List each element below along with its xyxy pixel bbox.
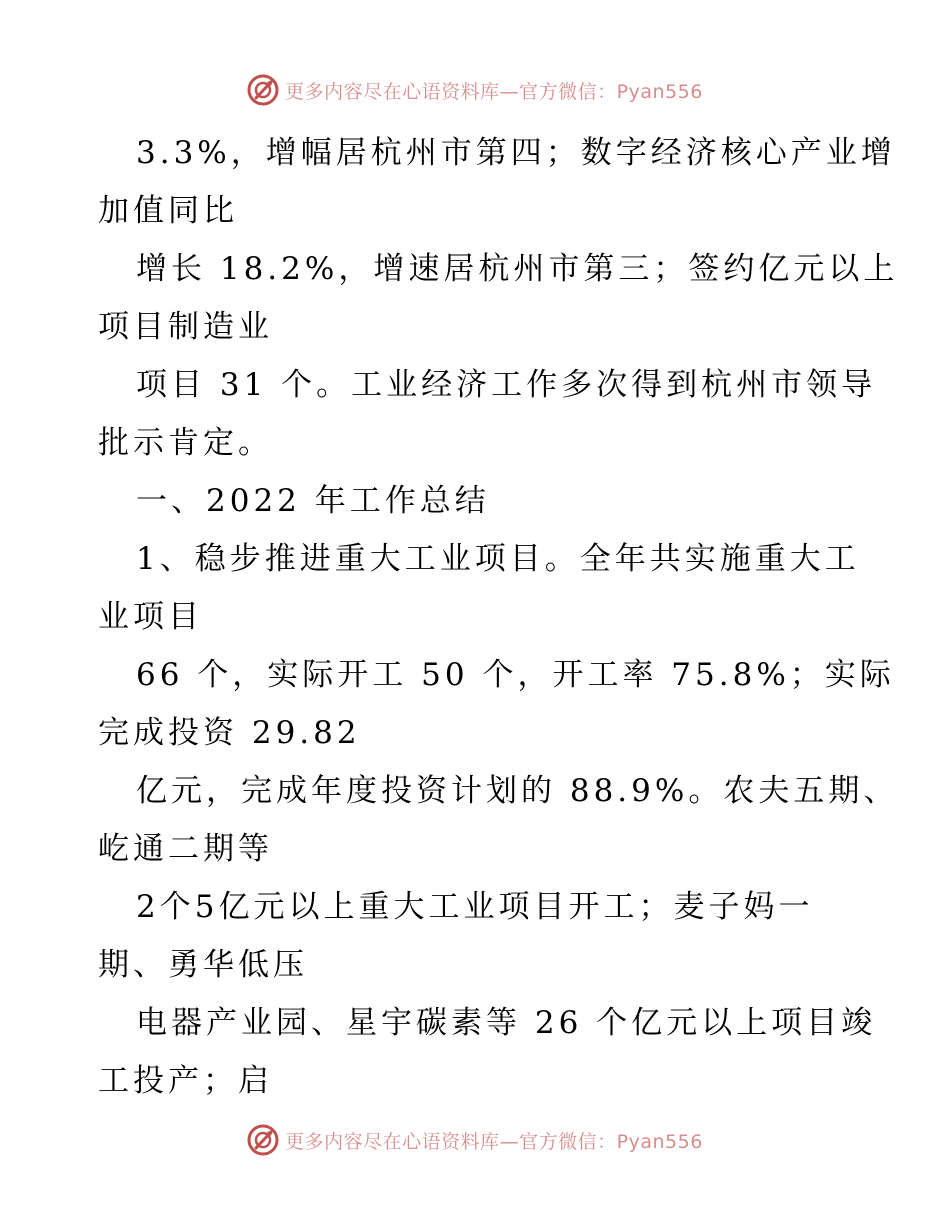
paragraph-line: 3.3%，增幅居杭州市第四；数字经济核心产业增	[136, 135, 896, 171]
logo-icon	[247, 1124, 279, 1156]
paragraph	[98, 762, 899, 878]
heading-text: 一、2022 年工作总结	[136, 483, 490, 519]
paragraph-continuation: 期、勇华低压	[98, 947, 308, 983]
paragraph-continuation: 加值同比	[98, 193, 238, 229]
logo-icon	[247, 74, 279, 106]
paragraph	[98, 994, 877, 1110]
paragraph	[98, 878, 858, 994]
paragraph-continuation: 工投产；启	[98, 1063, 273, 1099]
paragraph-line: 66 个，实际开工 50 个，开工率 75.8%；实际	[136, 657, 895, 693]
paragraph-continuation: 屹通二期等	[98, 831, 273, 867]
paragraph	[98, 356, 877, 472]
header-watermark	[0, 72, 950, 108]
watermark-text: 更多内容尽在心语资料库—官方微信：Pyan556	[285, 1130, 703, 1153]
paragraph-continuation: 批示肯定。	[98, 425, 273, 461]
paragraph	[98, 240, 899, 356]
paragraph-continuation: 完成投资 29.82	[98, 715, 361, 751]
paragraph-line: 2个5亿元以上重大工业项目开工；麦子妈一	[136, 889, 814, 925]
paragraph	[98, 530, 858, 646]
paragraph	[98, 124, 896, 240]
paragraph-line: 1、稳步推进重大工业项目。全年共实施重大工	[136, 541, 860, 577]
footer-watermark	[0, 1122, 950, 1158]
paragraph-continuation: 业项目	[98, 599, 203, 635]
paragraph-line: 增长 18.2%，增速居杭州市第三；签约亿元以上	[136, 251, 899, 287]
paragraph-continuation: 项目制造业	[98, 309, 273, 345]
document-body	[98, 124, 899, 1110]
paragraph	[98, 646, 895, 762]
paragraph-line: 亿元，完成年度投资计划的 88.9%。农夫五期、	[136, 773, 899, 809]
watermark-text: 更多内容尽在心语资料库—官方微信：Pyan556	[285, 80, 703, 103]
paragraph-line: 项目 31 个。工业经济工作多次得到杭州市领导	[136, 367, 877, 403]
paragraph-line: 电器产业园、星宇碳素等 26 个亿元以上项目竣	[136, 1005, 877, 1041]
section-heading	[98, 472, 858, 530]
